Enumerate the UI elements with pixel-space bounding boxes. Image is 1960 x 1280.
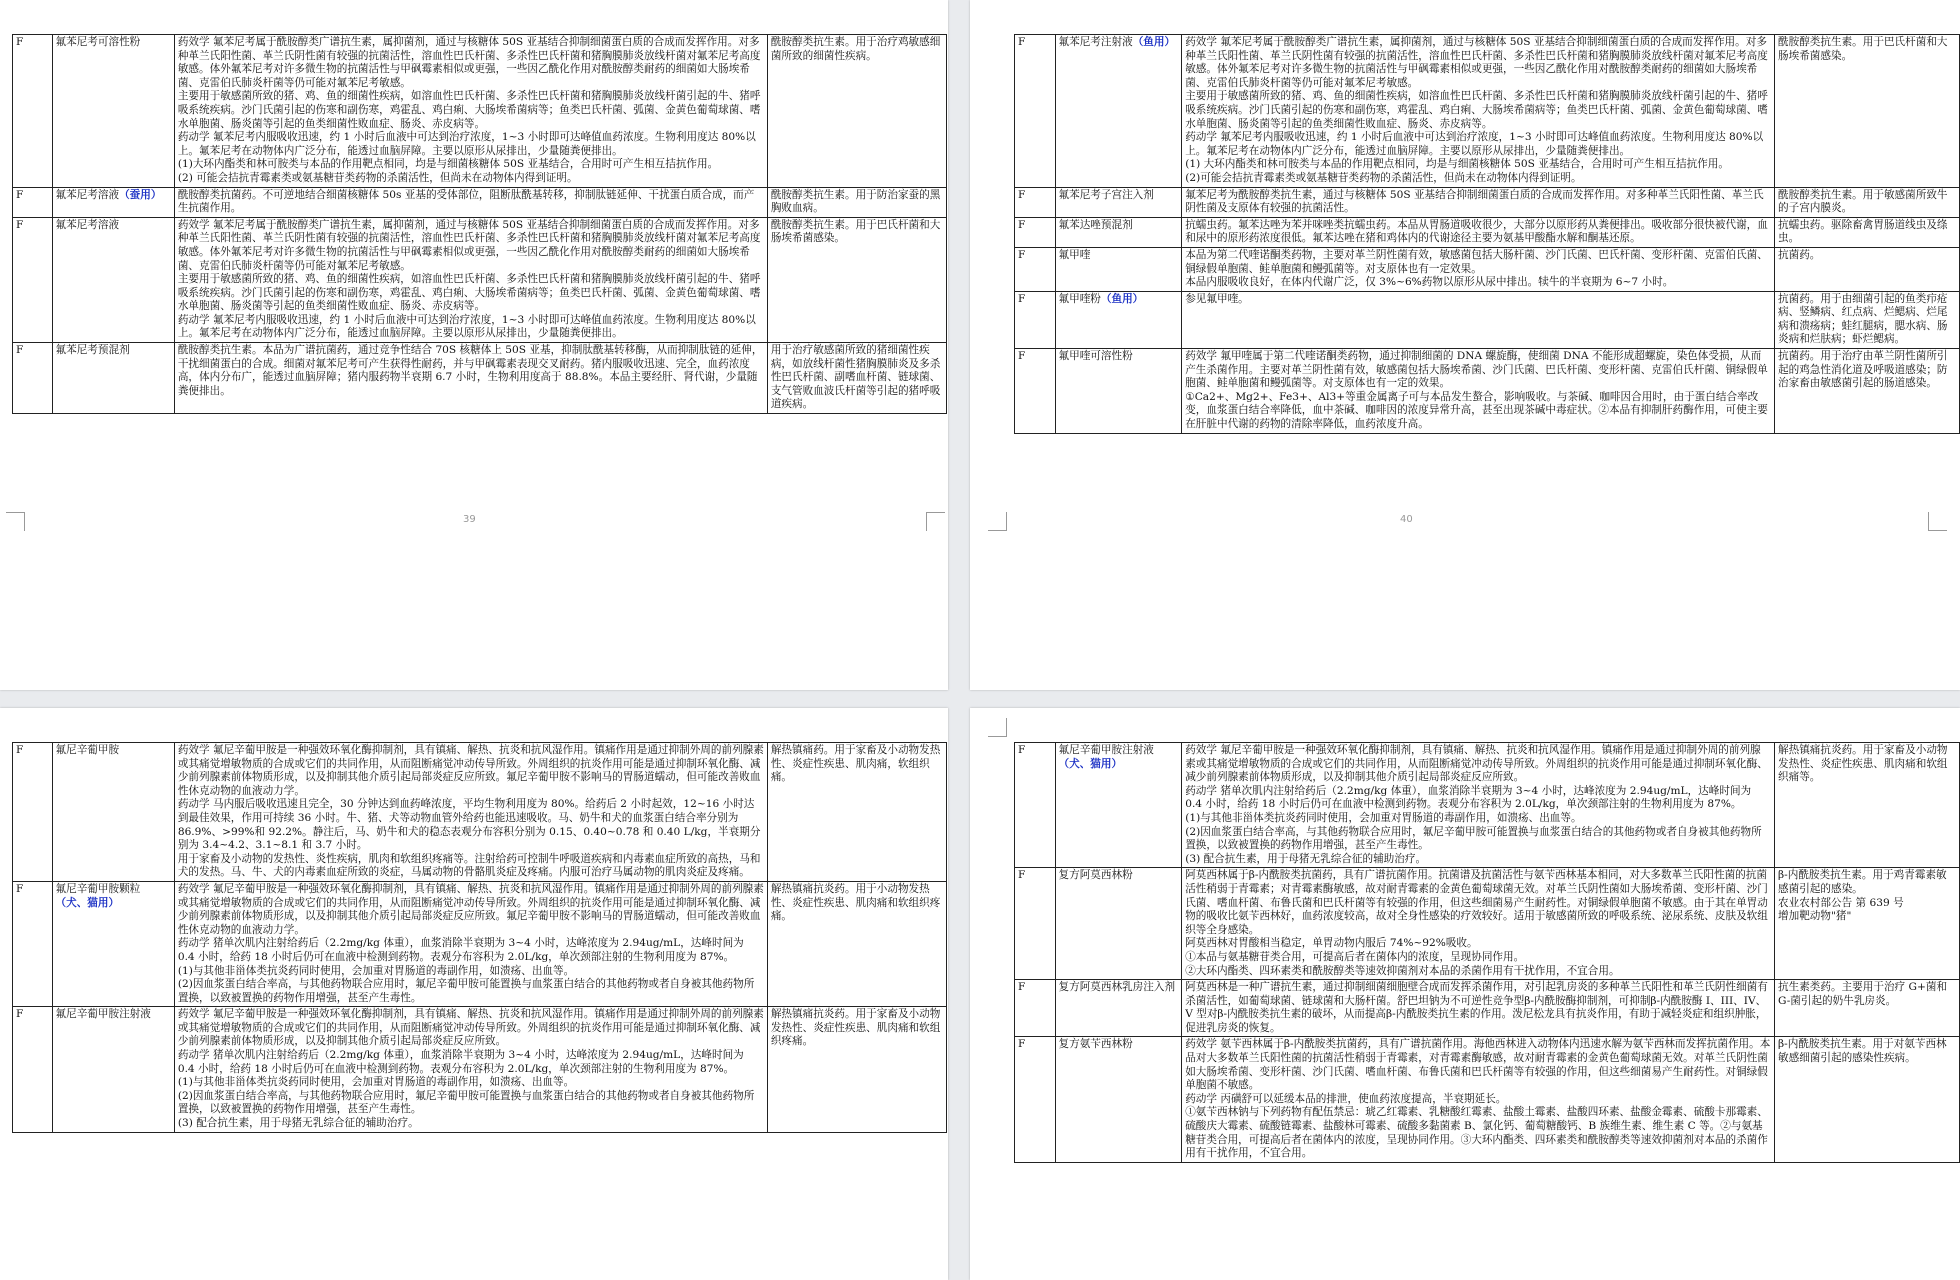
indication-cell: 抗菌药。用于治疗由革兰阴性菌所引起的鸡急性消化道及呼吸道感染；防治家畜由敏感菌引起的肠道感染。 bbox=[1775, 349, 1960, 434]
drug-name: 氟苯尼考可溶性粉 bbox=[55, 36, 141, 48]
pharmacology-cell: 药效学 氟尼辛葡甲胺是一种强效环氧化酶抑制剂，具有镇痛、解热、抗炎和抗风湿作用。镇痛作用是通过抑制外周的前列腺素或其痛觉增敏物质的合成或它们的共同作用，从而阻断痛觉冲动传导所致。外周组织的抗炎作用可能是通过抑制环氧化酶、减少前列腺素前体物质形成，以及抑制其他介质引起局部炎症反应所致。 药动学 猪单次肌内注射给药后（2.2mg/kg 体重），血浆消除半衰期为 3~4 小时，达峰浓度为 2.94ug/mL，达峰时间为 0.4 小时，给药 18 小时后仍可在血液中检测到药物。表观分布容积为 2.0L/kg，单次颈部注射的生物利用度为 87%。 (1)与其他非甾体类抗炎药同时使用，会加重对胃肠道的毒副作用，如溃疡、出血等。 (2)因血浆蛋白结合率高，与其他药物联合应用时，氟尼辛葡甲胺可能置换与血浆蛋白结合的其他药物或者自身被其他药物所置换，以致被置换的药物作用增强，甚至产生毒性。 (3) 配合抗生素，用于母猪无乳综合征的辅助治疗。 bbox=[1182, 743, 1775, 868]
page-40 bbox=[970, 0, 1960, 690]
indication-cell: β-内酰胺类抗生素。用于对氨苄西林敏感细菌引起的感染性疾病。 bbox=[1775, 1037, 1960, 1162]
grade-cell: F bbox=[1015, 35, 1056, 188]
grade-cell: F bbox=[13, 35, 53, 188]
pharmacology-cell: 本品为第二代喹诺酮类药物，主要对革兰阴性菌有效，敏感菌包括大肠杆菌、沙门氏菌、巴氏杆菌、变形杆菌、克雷伯氏菌、铜绿假单胞菌、鲑单胞菌和鳗弧菌等。对支原体也有一定效果。 本品内服吸收良好，在体内代谢广泛，仅 3%~6%药物以原形从尿中排出。犊牛的半衰期为 6~7 小时。 bbox=[1182, 247, 1775, 291]
drug-name: 氟甲喹粉 bbox=[1058, 292, 1101, 305]
table-row bbox=[13, 35, 947, 188]
drug-name: 氟尼辛葡甲胺注射液 bbox=[1058, 744, 1154, 756]
grade-cell: F bbox=[13, 187, 53, 217]
pharmacology-cell: 氟苯尼考为酰胺醇类抗生素，通过与核糖体 50S 亚基结合抑制细菌蛋白质的合成而发挥作用。对多种革兰氏阳性菌、革兰氏阴性菌及支原体有较强的抗菌活性。 bbox=[1182, 187, 1775, 217]
drug-name-cell bbox=[1055, 291, 1182, 348]
pharmacology-cell: 参见氟甲喹。 bbox=[1182, 291, 1775, 348]
drug-table-body bbox=[1015, 35, 1960, 434]
grade-cell: F bbox=[1015, 868, 1056, 980]
page-39 bbox=[0, 0, 948, 690]
table-row bbox=[1015, 291, 1960, 348]
drug-name: 氟甲喹 bbox=[1058, 248, 1091, 261]
target-animal-tag: （犬、猫用） bbox=[55, 896, 120, 909]
grade-cell: F bbox=[13, 881, 53, 1006]
table-row bbox=[1015, 247, 1960, 291]
drug-table-body bbox=[13, 743, 947, 1133]
indication-cell: 酰胺醇类抗生素。用于防治家蚕的黑胸败血病。 bbox=[767, 187, 946, 217]
table-row bbox=[13, 1007, 947, 1132]
drug-table bbox=[12, 34, 947, 414]
pharmacology-cell: 酰胺醇类抗生素。本品为广谱抗菌药，通过竞争性结合 70S 核糖体上 50S 亚基，抑制肽酰基转移酶，从而抑制肽链的延伸，干扰细菌蛋白的合成。细菌对氟苯尼考可产生获得性耐药，并与甲砜霉素表现交叉耐药。猪内服吸收迅速、完全，血药浓度高，体内分布广，能透过血脑屏障；猪内服药物半衰期 6.7 小时，生物利用度高于 88.8%。本品主要经肝、肾代谢，少量随粪便排出。 bbox=[174, 343, 767, 414]
drug-name-cell bbox=[1055, 743, 1182, 868]
grade-cell: F bbox=[1015, 1037, 1056, 1162]
pharmacology-cell: 药效学 氟尼辛葡甲胺是一种强效环氧化酶抑制剂，具有镇痛、解热、抗炎和抗风湿作用。镇痛作用是通过抑制外周的前列腺素或其痛觉增敏物质的合成或它们的共同作用，从而阻断痛觉冲动传导所致。外周组织的抗炎作用可能是通过抑制环氧化酶、减少前列腺素前体物质形成，以及抑制其他介质引起局部炎症反应所致。氟尼辛葡甲胺不影响马的胃肠道蠕动，但可能改善败血性休克动物的血液动力学。 药动学 猪单次肌内注射给药后（2.2mg/kg 体重），血浆消除半衰期为 3~4 小时，达峰浓度为 2.94ug/mL，达峰时间为 0.4 小时，给药 18 小时后仍可在血液中检测到药物。表观分布容积为 2.0L/kg，单次颈部注射的生物利用度为 87%。 (1)与其他非甾体类抗炎药同时使用，会加重对胃肠道的毒副作用，如溃疡、出血等。 (2)因血浆蛋白结合率高，与其他药物联合应用时，氟尼辛葡甲胺可能置换与血浆蛋白结合的其他药物或者自身被其他药物所置换，以致被置换的药物作用增强，甚至产生毒性。 bbox=[174, 881, 767, 1006]
drug-name-cell bbox=[52, 343, 174, 414]
drug-table bbox=[1014, 742, 1960, 1163]
grade-cell: F bbox=[13, 217, 53, 342]
table-row bbox=[1015, 743, 1960, 868]
drug-name: 氟苯尼考子宫注入剂 bbox=[1058, 188, 1154, 201]
table-row bbox=[1015, 1037, 1960, 1162]
drug-name-cell bbox=[1055, 35, 1182, 188]
grade-cell: F bbox=[1015, 980, 1056, 1037]
drug-name: 氟苯尼考溶液 bbox=[55, 218, 120, 231]
drug-name: 氟苯尼考预混剂 bbox=[55, 344, 130, 357]
grade-cell: F bbox=[13, 343, 53, 414]
drug-name-cell bbox=[1055, 1037, 1182, 1162]
pharmacology-cell: 药效学 氟苯尼考属于酰胺醇类广谱抗生素，属抑菌剂，通过与核糖体 50S 亚基结合抑制细菌蛋白质的合成而发挥作用。对多种革兰氏阳性菌、革兰氏阴性菌有较强的抗菌活性，溶血性巴氏杆菌、多杀性巴氏杆菌和猪胸膜肺炎放线杆菌对氟苯尼考高度敏感。体外氟苯尼考对许多微生物的抗菌活性与甲砜霉素相似或更强，一些因乙酰化作用对酰胺醇类耐药的细菌如大肠埃希菌、克雷伯氏肺炎杆菌等仍可能对氟苯尼考敏感。 主要用于敏感菌所致的猪、鸡、鱼的细菌性疾病，如溶血性巴氏杆菌、多杀性巴氏杆菌和猪胸膜肺炎放线杆菌引起的牛、猪呼吸系统疾病。沙门氏菌引起的伤寒和副伤寒，鸡霍乱、鸡白痢、大肠埃希菌病等；鱼类巴氏杆菌、弧菌、金黄色葡萄球菌、嗜水单胞菌、肠炎菌等引起的鱼类细菌性败血症、肠炎、赤皮病等。 药动学 氟苯尼考内服吸收迅速，约 1 小时后血液中可达到治疗浓度，1~3 小时即可达峰值血药浓度。生物利用度达 80%以上。氟苯尼考在动物体内广泛分布，能透过血脑屏障。主要以原形从尿排出，少量随粪便排出。 (1)大环内酯类和林可胺类与本品的作用靶点相同，均是与细菌核糖体 50S 亚基结合，合用时可产生相互拮抗作用。 (2) 可能会拮抗青霉素类或氨基糖苷类药物的杀菌活性，但尚未在动物体内得到证明。 bbox=[174, 35, 767, 188]
indication-cell: 酰胺醇类抗生素。用于巴氏杆菌和大肠埃希菌感染。 bbox=[767, 217, 946, 342]
indication-cell: 解热镇痛药。用于家畜及小动物发热性、炎症性疾患、肌肉痛，软组织痛。 bbox=[767, 743, 946, 882]
table-row bbox=[1015, 35, 1960, 188]
indication-cell: 酰胺醇类抗生素。用于巴氏杆菌和大肠埃希菌感染。 bbox=[1775, 35, 1960, 188]
table-row bbox=[1015, 980, 1960, 1037]
target-animal-tag: （犬、猫用） bbox=[1058, 757, 1123, 770]
drug-name: 氟苯尼考溶液 bbox=[55, 188, 120, 201]
grade-cell: F bbox=[1015, 743, 1056, 868]
table-row bbox=[1015, 187, 1960, 217]
pharmacology-cell: 药效学 氟苯尼考属于酰胺醇类广谱抗生素，属抑菌剂，通过与核糖体 50S 亚基结合抑制细菌蛋白质的合成而发挥作用。对多种革兰氏阳性菌、革兰氏阴性菌有较强的抗菌活性，溶血性巴氏杆菌、多杀性巴氏杆菌和猪胸膜肺炎放线杆菌对氟苯尼考高度敏感。体外氟苯尼考对许多微生物的抗菌活性与甲砜霉素相似或更强，一些因乙酰化作用对酰胺醇类耐药的细菌如大肠埃希菌、克雷伯氏肺炎杆菌等仍可能对氟苯尼考敏感。 主要用于敏感菌所致的猪、鸡、鱼的细菌性疾病，如溶血性巴氏杆菌、多杀性巴氏杆菌和猪胸膜肺炎放线杆菌引起的牛、猪呼吸系统疾病。沙门氏菌引起的伤寒和副伤寒，鸡霍乱、鸡白痢、大肠埃希菌病等；鱼类巴氏杆菌、弧菌、金黄色葡萄球菌、嗜水单胞菌、肠炎菌等引起的鱼类细菌性败血症、肠炎、赤皮病等。 药动学 氟苯尼考内服吸收迅速，约 1 小时后血液中可达到治疗浓度，1~3 小时即可达峰值血药浓度。生物利用度达 80%以上。氟苯尼考在动物体内广泛分布，能透过血脑屏障。主要以原形从尿排出，少量随粪便排出。 bbox=[174, 217, 767, 342]
pharmacology-cell: 药效学 氨苄西林属于β-内酰胺类抗菌药，具有广谱抗菌作用。海他西林进入动物体内迅速水解为氨苄西林而发挥抗菌作用。本品对大多数革兰氏阳性菌的抗菌活性稍弱于青霉素，对青霉素酶敏感，故对耐青霉素的金黄色葡萄球菌无效。对革兰氏阴性菌如大肠埃希菌、变形杆菌、沙门氏菌、嗜血杆菌、布鲁氏菌和巴氏杆菌等有较强的作用，但这些细菌易产生耐药性。对铜绿假单胞菌不敏感。 药动学 丙磺舒可以延缓本品的排泄，使血药浓度提高，半衰期延长。 ①氨苄西林钠与下列药物有配伍禁忌：琥乙红霉素、乳糖酸红霉素、盐酸土霉素、盐酸四环素、盐酸金霉素、硫酸卡那霉素、硫酸庆大霉素、硫酸链霉素、盐酸林可霉素、硫酸多黏菌素 B、氯化钙、葡萄糖酸钙、B 族维生素、维生素 C 等。②与氨基糖苷类合用，可提高后者在菌体内的浓度，呈现协同作用。③大环内酯类、四环素类和酰胺醇类等速效抑菌剂对本品的杀菌作用有干扰作用，不宜合用。 bbox=[1182, 1037, 1775, 1162]
indication-cell: 抗菌药。 bbox=[1775, 247, 1960, 291]
pharmacology-cell: 抗蠕虫药。氟苯达唑为苯并咪唑类抗蠕虫药。本品从胃肠道吸收很少，大部分以原形药从粪便排出。吸收部分很快被代谢，血和尿中的原形药浓度很低。氟苯达唑在猪和鸡体内的代谢途径主要为氨基甲酸酯水解和酮基还原。 bbox=[1182, 217, 1775, 247]
indication-cell: β-内酰胺类抗生素。用于鸡青霉素敏感菌引起的感染。 农业农村部公告 第 639 号 增加靶动物"猪" bbox=[1775, 868, 1960, 980]
drug-name-cell bbox=[1055, 247, 1182, 291]
drug-name-cell bbox=[52, 35, 174, 188]
drug-name: 氟甲喹可溶性粉 bbox=[1058, 350, 1133, 363]
page-42 bbox=[970, 708, 1960, 1280]
indication-cell: 解热镇痛抗炎药。用于家畜及小动物发热性、炎症性疾患、肌肉痛和软组织痛等。 bbox=[1775, 743, 1960, 868]
drug-name-cell bbox=[52, 187, 174, 217]
drug-table bbox=[1014, 34, 1960, 434]
pharmacology-cell: 阿莫西林属于β-内酰胺类抗菌药，具有广谱抗菌作用。抗菌谱及抗菌活性与氨苄西林基本相同，对大多数革兰氏阳性菌的抗菌活性稍弱于青霉素；对青霉素酶敏感，故对耐青霉素的金黄色葡萄球菌无效。对革兰氏阴性菌如大肠埃希菌、变形杆菌、沙门氏菌、嗜血杆菌、布鲁氏菌和巴氏杆菌等有较强的作用，但这些细菌易产生耐药性。对铜绿假单胞菌不敏感。由于其在单胃动物的吸收比氨苄西林好，血药浓度较高，故对全身性感染的疗效较好。适用于敏感菌所致的呼吸系统、泌尿系统、皮肤及软组织等全身感染。 阿莫西林对胃酸相当稳定，单胃动物内服后 74%~92%吸收。 ①本品与氨基糖苷类合用，可提高后者在菌体内的浓度，呈现协同作用。 ②大环内酯类、四环素类和酰胺醇类等速效抑菌剂对本品的杀菌作用有干扰作用，不宜合用。 bbox=[1182, 868, 1775, 980]
table-row bbox=[1015, 349, 1960, 434]
table-row bbox=[13, 343, 947, 414]
drug-name: 氟尼辛葡甲胺 bbox=[55, 744, 120, 756]
indication-cell: 抗菌药。用于由细菌引起的鱼类疖疮病、竖鳞病、红点病、烂鳃病、烂尾病和溃疡病；蛙红腿病，腮水病、肠炎病和烂肤病；虾烂鳃病。 bbox=[1775, 291, 1960, 348]
pharmacology-cell: 药效学 氟苯尼考属于酰胺醇类广谱抗生素，属抑菌剂，通过与核糖体 50S 亚基结合抑制细菌蛋白质的合成而发挥作用。对多种革兰氏阳性菌、革兰氏阴性菌有较强的抗菌活性，溶血性巴氏杆菌、多杀性巴氏杆菌和猪胸膜肺炎放线杆菌对氟苯尼考高度敏感。体外氟苯尼考对许多微生物的抗菌活性与甲砜霉素相似或更强，一些因乙酰化作用对酰胺醇类耐药的细菌如大肠埃希菌、克雷伯氏肺炎杆菌等仍可能对氟苯尼考敏感。 主要用于敏感菌所致的猪、鸡、鱼的细菌性疾病，如溶血性巴氏杆菌、多杀性巴氏杆菌和猪胸膜肺炎放线杆菌引起的牛、猪呼吸系统疾病。沙门氏菌引起的伤寒和副伤寒，鸡霍乱、鸡白痢、大肠埃希菌病等；鱼类巴氏杆菌、弧菌、金黄色葡萄球菌、嗜水单胞菌、肠炎菌等引起的鱼类细菌性败血症、肠炎、赤皮病等。 药动学 氟苯尼考内服吸收迅速，约 1 小时后血液中可达到治疗浓度，1~3 小时即可达峰值血药浓度。生物利用度达 80%以上。氟苯尼考在动物体内广泛分布，能透过血脑屏障。主要以原形从尿排出，少量随粪便排出。 (1) 大环内酯类和林可胺类与本品的作用靶点相同，均是与细菌核糖体 50S 亚基结合，合用时可产生相互拮抗作用。 (2)可能会拮抗青霉素类或氨基糖苷类药物的杀菌活性，但尚未在动物体内得到证明。 bbox=[1182, 35, 1775, 188]
drug-name-cell bbox=[1055, 187, 1182, 217]
grade-cell: F bbox=[1015, 291, 1056, 348]
indication-cell: 酰胺醇类抗生素。用于治疗鸡敏感细菌所致的细菌性疾病。 bbox=[767, 35, 946, 188]
grade-cell: F bbox=[1015, 247, 1056, 291]
indication-cell: 用于治疗敏感菌所致的猪细菌性疾病，如放线杆菌性猪胸膜肺炎及多杀性巴氏杆菌、副嗜血杆菌、链球菌、支气管败血波氏杆菌等引起的猪呼吸道疾病。 bbox=[767, 343, 946, 414]
target-animal-tag: （蚕用） bbox=[119, 188, 162, 201]
drug-name-cell bbox=[1055, 868, 1182, 980]
indication-cell: 抗蠕虫药。驱除畜禽胃肠道线虫及绦虫。 bbox=[1775, 217, 1960, 247]
drug-name: 氟尼辛葡甲胺注射液 bbox=[55, 1008, 151, 1021]
indication-cell: 酰胺醇类抗生素。用于敏感菌所致牛的子宫内膜炎。 bbox=[1775, 187, 1960, 217]
drug-name: 复方阿莫西林粉 bbox=[1058, 869, 1133, 882]
target-animal-tag: （鱼用） bbox=[1100, 292, 1144, 305]
pharmacology-cell: 药效学 氟尼辛葡甲胺是一种强效环氧化酶抑制剂，具有镇痛、解热、抗炎和抗风湿作用。镇痛作用是通过抑制外周的前列腺素或其痛觉增敏物质的合成或它们的共同作用，从而阻断痛觉冲动传导所致。外周组织的抗炎作用可能是通过抑制环氧化酶、减少前列腺素前体物质形成，以及抑制其他介质引起局部炎症反应所致。 药动学 猪单次肌内注射给药后（2.2mg/kg 体重），血浆消除半衰期为 3~4 小时，达峰浓度为 2.94ug/mL，达峰时间为 0.4 小时，给药 18 小时后仍可在血液中检测到药物。表观分布容积为 2.0L/kg，单次颈部注射的生物利用度为 87%。 (1)与其他非甾体类抗炎药同时使用，会加重对胃肠道的毒副作用，如溃疡、出血等。 (2)因血浆蛋白结合率高，与其他药物联合应用时，氟尼辛葡甲胺可能置换与血浆蛋白结合的其他药物或者自身被其他药物所置换，以致被置换的药物作用增强，甚至产生毒性。 (3) 配合抗生素，用于母猪无乳综合征的辅助治疗。 bbox=[174, 1007, 767, 1132]
drug-name-cell bbox=[1055, 349, 1182, 434]
pharmacology-cell: 药效学 氟甲喹属于第二代喹诺酮类药物，通过抑制细菌的 DNA 螺旋酶，使细菌 DNA 不能形成超螺旋，染色体受损，从而产生杀菌作用。主要对革兰阴性菌有效，敏感菌包括大肠埃希菌、沙门氏菌、巴氏杆菌、变形杆菌、克雷伯氏杆菌、铜绿假单胞菌、鲑单胞菌和鳗弧菌等。对支原体也有一定的效果。 ①Ca2+、Mg2+、Fe3+、Al3+等重金属离子可与本品发生螯合，影响吸收。与茶碱、咖啡因合用时，由于蛋白结合率改变，血浆蛋白结合率降低，血中茶碱、咖啡因的浓度异常升高，甚至出现茶碱中毒症状。②本品有抑制肝药酶作用，可使主要在肝脏中代谢的药物的清除率降低，血药浓度升高。 bbox=[1182, 349, 1775, 434]
indication-cell: 解热镇痛抗炎药。用于家畜及小动物发热性、炎症性疾患、肌肉痛和软组织疼痛。 bbox=[767, 1007, 946, 1132]
grade-cell: F bbox=[1015, 187, 1056, 217]
grade-cell: F bbox=[1015, 349, 1056, 434]
drug-name: 复方氨苄西林粉 bbox=[1058, 1038, 1133, 1051]
pharmacology-cell: 阿莫西林是一种广谱抗生素，通过抑制细菌细胞壁合成而发挥杀菌作用，对引起乳房炎的多种革兰氏阳性和革兰氏阴性细菌有杀菌活性，如葡萄球菌、链球菌和大肠杆菌。舒巴坦钠为不可逆性竞争型β-内酰胺酶抑制剂，可抑制β-内酰胺酶 I、III、IV、V 型对β-内酰胺类抗生素的破坏，从而提高β-内酰胺类抗生素的作用。泼尼松龙具有抗炎作用，有助于减轻炎症和组织肿胀，促进乳房炎的恢复。 bbox=[1182, 980, 1775, 1037]
indication-cell: 解热镇痛抗炎药。用于小动物发热性、炎症性疾患、肌肉痛和软组织疼痛。 bbox=[767, 881, 946, 1006]
drug-name: 氟苯达唑预混剂 bbox=[1058, 218, 1133, 231]
drug-table-body bbox=[13, 35, 947, 414]
table-row bbox=[1015, 868, 1960, 980]
drug-table bbox=[12, 742, 947, 1133]
page-number: 39 bbox=[463, 514, 476, 525]
drug-name-cell bbox=[52, 881, 174, 1006]
pharmacology-cell: 药效学 氟尼辛葡甲胺是一种强效环氧化酶抑制剂，具有镇痛、解热、抗炎和抗风湿作用。镇痛作用是通过抑制外周的前列腺素或其痛觉增敏物质的合成或它们的共同作用，从而阻断痛觉冲动传导所致。外周组织的抗炎作用可能是通过抑制环氧化酶、减少前列腺素前体物质形成，以及抑制其他介质引起局部炎症反应所致。氟尼辛葡甲胺不影响马的胃肠道蠕动，但可能改善败血性休克动物的血液动力学。 药动学 马内服后吸收迅速且完全，30 分钟达到血药峰浓度，平均生物利用度为 80%。给药后 2 小时起效，12~16 小时达到最佳效果，作用可持续 36 小时。牛、猪、犬等动物血管外给药也能迅速吸收。马、奶牛和犬的血浆蛋白结合率分别为 86.9%、>99%和 92.2%。静注后，马、奶牛和犬的稳态表观分布容积分别为 0.15、0.40~0.78 和 0.40 L/kg，半衰期分别为 3.4~4.2、3.1~8.1 和 3.7 小时。 用于家畜及小动物的发热性、炎性疾病，肌肉和软组织疼痛等。注射给药可控制牛呼吸道疾病和内毒素血症所致的高热，马和犬的发热。马、牛、犬的内毒素血症所致的炎症，马属动物的骨骼肌炎症及疼痛。内服可治疗马属动物的肌肉炎症及疼痛。 bbox=[174, 743, 767, 882]
grade-cell: F bbox=[13, 743, 53, 882]
drug-name-cell bbox=[1055, 217, 1182, 247]
pharmacology-cell: 酰胺醇类抗菌药。不可逆地结合细菌核糖体 50s 亚基的受体部位，阻断肽酰基转移，抑制肽链延伸、干扰蛋白质合成，而产生抗菌作用。 bbox=[174, 187, 767, 217]
grade-cell: F bbox=[13, 1007, 53, 1132]
table-row bbox=[13, 217, 947, 342]
drug-name: 氟尼辛葡甲胺颗粒 bbox=[55, 882, 141, 895]
drug-name: 氟苯尼考注射液 bbox=[1058, 36, 1133, 48]
drug-name-cell bbox=[52, 1007, 174, 1132]
target-animal-tag: （鱼用） bbox=[1132, 36, 1176, 48]
page-number: 40 bbox=[1400, 514, 1413, 525]
page-41 bbox=[0, 708, 948, 1280]
table-row bbox=[1015, 217, 1960, 247]
grade-cell: F bbox=[1015, 217, 1056, 247]
drug-name: 复方阿莫西林乳房注入剂 bbox=[1058, 981, 1176, 994]
table-row bbox=[13, 881, 947, 1006]
drug-name-cell bbox=[52, 217, 174, 342]
table-row bbox=[13, 743, 947, 882]
drug-name-cell bbox=[52, 743, 174, 882]
table-row bbox=[13, 187, 947, 217]
drug-table-body bbox=[1015, 743, 1960, 1163]
drug-name-cell bbox=[1055, 980, 1182, 1037]
indication-cell: 抗生素类药。主要用于治疗 G+菌和 G-菌引起的奶牛乳房炎。 bbox=[1775, 980, 1960, 1037]
